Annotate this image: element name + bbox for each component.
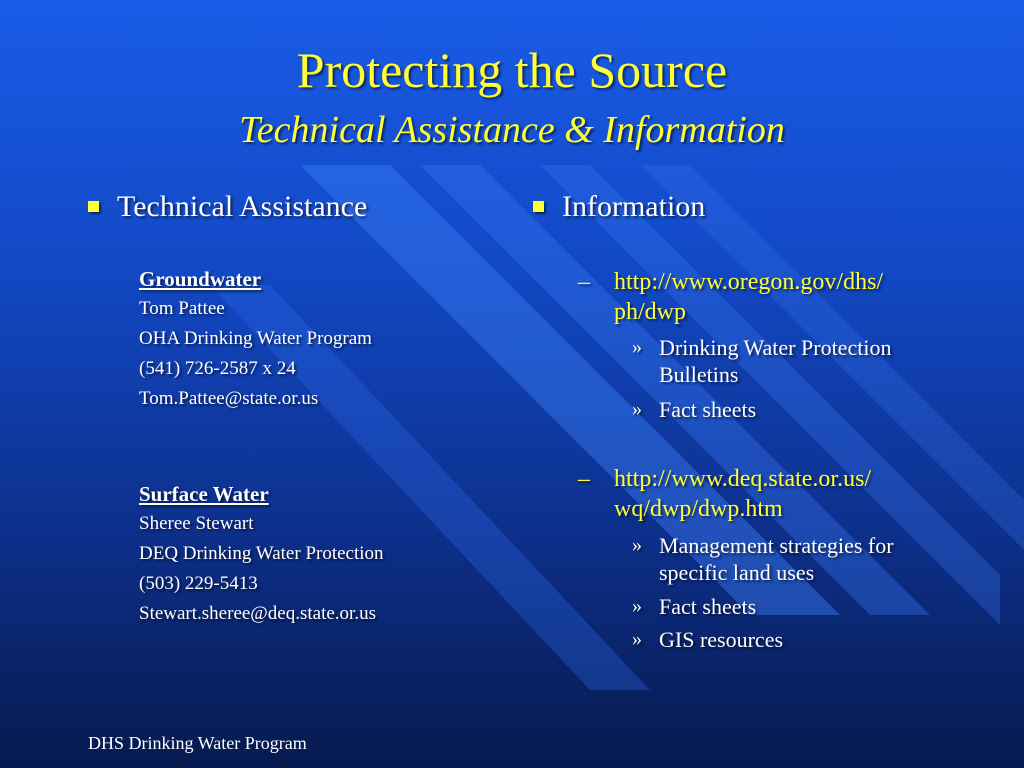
item-text: Drinking Water Protection	[659, 335, 892, 360]
chevron-marker: »	[632, 628, 642, 650]
technical-assistance-bullet	[88, 190, 367, 224]
surface-water-org: DEQ Drinking Water Protection	[139, 543, 384, 564]
list-item	[632, 396, 952, 424]
oregon-dhs-link-line2[interactable]: ph/dwp	[614, 299, 686, 325]
chevron-marker: »	[632, 534, 642, 556]
dash-marker: –	[578, 466, 590, 492]
square-bullet-icon	[88, 201, 99, 212]
chevron-marker: »	[632, 336, 642, 358]
slide-subtitle: Technical Assistance & Information	[239, 109, 785, 151]
groundwater-email: Tom.Pattee@state.or.us	[139, 388, 319, 409]
slide-title: Protecting the Source	[296, 42, 728, 98]
footer-text: DHS Drinking Water Program	[88, 733, 307, 753]
list-item	[632, 593, 952, 621]
item-text: Management strategies for	[659, 533, 894, 558]
dash-marker: –	[578, 269, 590, 295]
information-bullet	[533, 190, 705, 224]
groundwater-name: Tom Pattee	[139, 298, 225, 319]
groundwater-phone: (541) 726-2587 x 24	[139, 358, 296, 379]
groundwater-contact	[139, 264, 372, 414]
surface-water-email: Stewart.sheree@deq.state.or.us	[139, 603, 376, 624]
oregon-dhs-link-line1[interactable]: http://www.oregon.gov/dhs/	[614, 269, 884, 295]
item-text: GIS resources	[659, 627, 784, 652]
groundwater-label: Groundwater	[139, 267, 262, 291]
chevron-marker: »	[632, 398, 642, 420]
item-text: Bulletins	[659, 362, 739, 387]
surface-water-name: Sheree Stewart	[139, 513, 254, 534]
chevron-marker: »	[632, 595, 642, 617]
surface-water-contact	[139, 479, 384, 629]
list-item	[632, 334, 952, 390]
list-item	[632, 532, 952, 588]
list-item	[632, 626, 952, 654]
deq-link[interactable]	[578, 464, 948, 524]
item-text: Fact sheets	[659, 594, 757, 619]
square-bullet-icon	[533, 201, 544, 212]
surface-water-label: Surface Water	[139, 482, 269, 506]
groundwater-org: OHA Drinking Water Program	[139, 328, 372, 349]
item-text: Fact sheets	[659, 397, 757, 422]
item-text: specific land uses	[659, 560, 815, 585]
oregon-dhs-link[interactable]	[578, 267, 948, 327]
deq-link-line2[interactable]: wq/dwp/dwp.htm	[614, 496, 783, 522]
information-heading: Information	[562, 190, 706, 223]
technical-assistance-heading: Technical Assistance	[117, 190, 368, 223]
surface-water-phone: (503) 229-5413	[139, 573, 258, 594]
deq-link-line1[interactable]: http://www.deq.state.or.us/	[614, 466, 872, 492]
